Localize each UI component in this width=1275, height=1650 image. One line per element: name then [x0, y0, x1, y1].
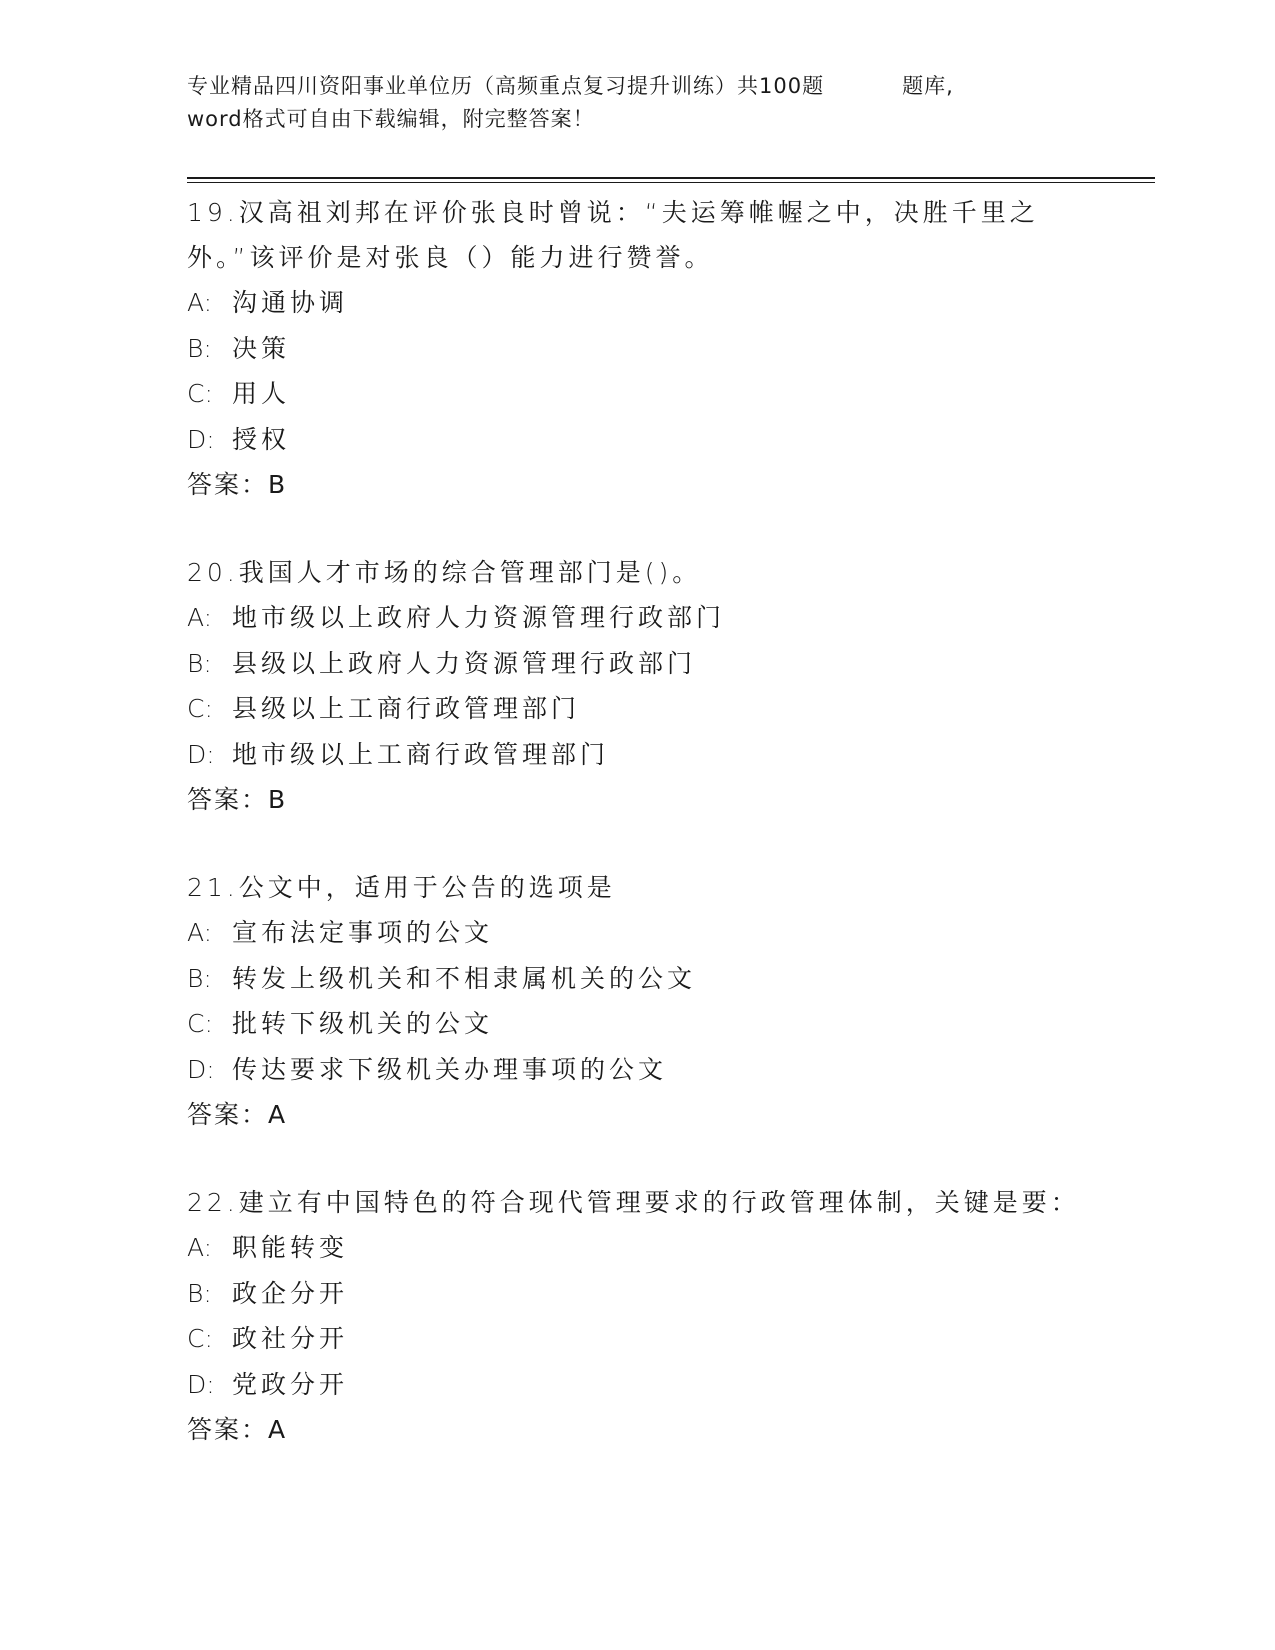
option-key: A: [187, 1233, 213, 1262]
header-line-1 [187, 70, 1087, 103]
option-key: D: [187, 739, 215, 769]
question-list [187, 190, 1087, 1452]
header-divider-thin [187, 182, 1155, 183]
option-c [187, 686, 1087, 732]
option-key: B: [187, 333, 212, 363]
option-text: 授权 [232, 424, 291, 454]
option-c [187, 1316, 1087, 1362]
answer-line: 答案：B [187, 470, 288, 499]
option-d [187, 1047, 1087, 1093]
option-key: B: [187, 963, 212, 993]
option-text: 用人 [232, 379, 291, 408]
option-text: 转发上级机关和不相隶属机关的公文 [232, 963, 697, 993]
option-text: 沟通协调 [232, 288, 349, 317]
option-d [187, 417, 1087, 463]
question-19 [187, 190, 1087, 507]
option-key: C: [187, 379, 213, 408]
question-stem: 22.建立有中国特色的符合现代管理要求的行政管理体制，关键是要： [187, 1188, 1080, 1217]
question-stem: 20.我国人才市场的综合管理部门是()。 [187, 558, 702, 587]
question-20 [187, 550, 1087, 822]
option-key: C: [187, 1009, 213, 1038]
option-text: 职能转变 [232, 1233, 349, 1262]
header-title: 专业精品四川资阳事业单位历（高频重点复习提升训练）共100题 [187, 74, 825, 98]
option-b [187, 956, 1087, 1002]
option-a [187, 910, 1087, 956]
header-title-tail: 题库, [902, 74, 954, 98]
answer-line: 答案：A [187, 1415, 288, 1444]
option-key: B: [187, 648, 212, 678]
option-text: 党政分开 [232, 1369, 349, 1399]
option-key: A: [187, 603, 213, 632]
option-text: 地市级以上政府人力资源管理行政部门 [232, 603, 726, 632]
option-text: 宣布法定事项的公文 [232, 918, 494, 947]
option-key: C: [187, 694, 213, 723]
option-key: A: [187, 288, 213, 317]
option-text: 政社分开 [232, 1324, 349, 1353]
option-text: 决策 [232, 333, 291, 363]
option-d [187, 732, 1087, 778]
option-b [187, 326, 1087, 372]
option-c [187, 1001, 1087, 1047]
option-a [187, 595, 1087, 641]
option-key: D: [187, 424, 215, 454]
question-stem: 19.汉高祖刘邦在评价张良时曾说：“夫运筹帷幄之中，决胜千里之外。”该评价是对张良（）能力进行赞誉。 [187, 198, 1039, 272]
option-key: C: [187, 1324, 213, 1353]
option-text: 县级以上政府人力资源管理行政部门 [232, 648, 697, 678]
option-key: D: [187, 1054, 215, 1084]
option-text: 政企分开 [232, 1278, 349, 1308]
option-c [187, 371, 1087, 417]
option-key: D: [187, 1369, 215, 1399]
header-divider-thick [187, 177, 1155, 179]
option-key: A: [187, 918, 213, 947]
option-b [187, 641, 1087, 687]
option-key: B: [187, 1278, 212, 1308]
option-text: 地市级以上工商行政管理部门 [232, 739, 610, 769]
option-a [187, 1225, 1087, 1271]
option-text: 批转下级机关的公文 [232, 1009, 494, 1038]
document-header [187, 70, 1087, 136]
question-22 [187, 1180, 1087, 1452]
answer-line: 答案：A [187, 1100, 288, 1129]
option-text: 传达要求下级机关办理事项的公文 [232, 1054, 668, 1084]
option-a [187, 280, 1087, 326]
answer-line: 答案：B [187, 785, 288, 814]
option-text: 县级以上工商行政管理部门 [232, 694, 581, 723]
question-21 [187, 865, 1087, 1137]
question-stem: 21.公文中，适用于公告的选项是 [187, 873, 616, 902]
option-b [187, 1271, 1087, 1317]
option-d [187, 1362, 1087, 1408]
header-line-2: word格式可自由下载编辑，附完整答案！ [187, 107, 595, 131]
